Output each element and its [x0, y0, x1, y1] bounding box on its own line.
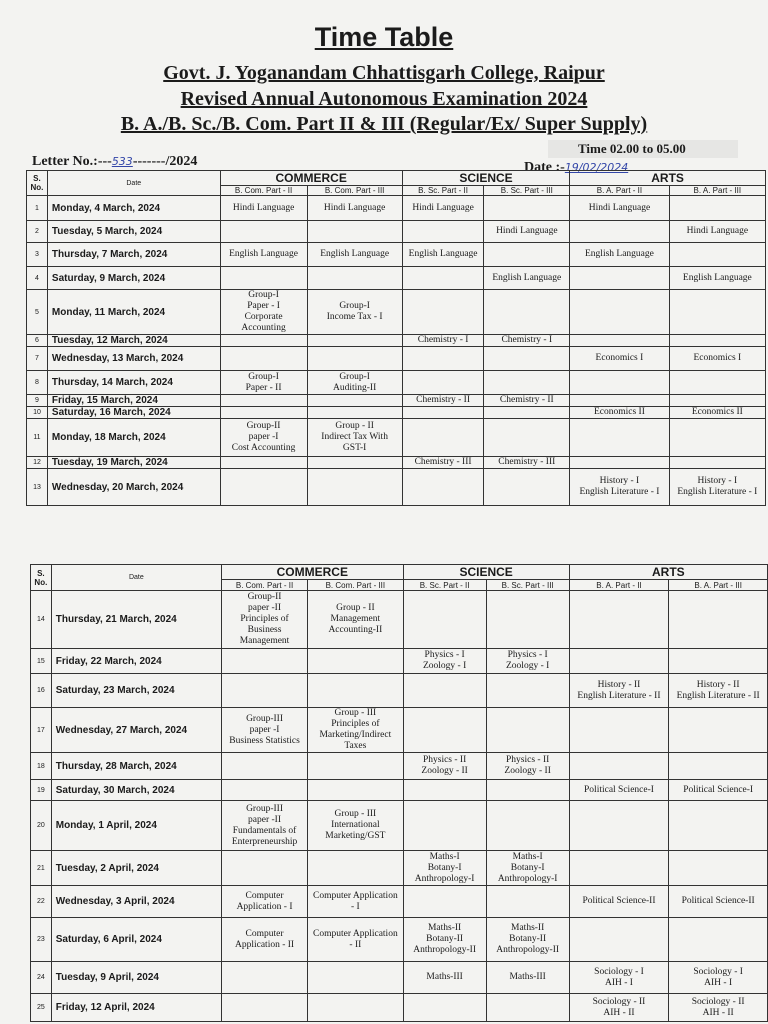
row-cell: Physics - II Zoology - II: [486, 753, 569, 780]
row-cell: Group-III paper -II Fundamentals of Enterpreneurship: [221, 801, 307, 851]
row-cell: Group-I Paper - II: [220, 371, 307, 395]
table-row: [27, 395, 766, 407]
row-cell: Computer Application - I: [308, 886, 403, 918]
row-cell: [569, 708, 669, 753]
timetable-part-2: [30, 564, 768, 1022]
row-cell: [220, 457, 307, 469]
row-cell: Computer Application - II: [308, 918, 403, 962]
row-cell: [221, 994, 307, 1022]
row-cell: Group-I Income Tax - I: [307, 290, 402, 335]
sub-header-0: B. Com. Part - II: [220, 186, 307, 196]
row-cell: [307, 395, 402, 407]
row-cell: [569, 851, 669, 886]
row-cell: [402, 347, 484, 371]
table-row: [27, 371, 766, 395]
table-row: [31, 994, 768, 1022]
row-sno: 15: [31, 649, 52, 674]
row-cell: [669, 649, 768, 674]
row-cell: [486, 780, 569, 801]
row-cell: [308, 962, 403, 994]
row-cell: Group-III paper -I Business Statistics: [221, 708, 307, 753]
row-date: Tuesday, 2 April, 2024: [51, 851, 221, 886]
row-date: Monday, 18 March, 2024: [47, 419, 220, 457]
table-row: [31, 886, 768, 918]
row-sno: 19: [31, 780, 52, 801]
table-row: [27, 267, 766, 290]
row-cell: [307, 347, 402, 371]
letter-number: [32, 154, 197, 170]
row-cell: Political Science-I: [569, 780, 669, 801]
sub-header-4: B. A. Part - II: [570, 186, 669, 196]
row-cell: [221, 851, 307, 886]
group-header-science: SCIENCE: [402, 171, 569, 186]
row-cell: Political Science-II: [569, 886, 669, 918]
row-date: Tuesday, 9 April, 2024: [51, 962, 221, 994]
row-cell: [669, 290, 765, 335]
row-date: Saturday, 6 April, 2024: [51, 918, 221, 962]
row-cell: [402, 419, 484, 457]
table-row: [31, 591, 768, 649]
date-handwritten: 19/02/2024: [564, 161, 629, 174]
row-cell: Chemistry - III: [402, 457, 484, 469]
row-cell: [307, 221, 402, 243]
row-cell: History - II English Literature - II: [669, 674, 768, 708]
row-cell: [308, 753, 403, 780]
row-cell: English Language: [402, 243, 484, 267]
row-cell: [570, 267, 669, 290]
row-cell: Maths-II Botany-II Anthropology-II: [486, 918, 569, 962]
row-cell: Maths-III: [486, 962, 569, 994]
row-cell: [307, 469, 402, 506]
row-cell: [402, 267, 484, 290]
row-cell: Sociology - II AIH - II: [569, 994, 669, 1022]
table-row: [31, 851, 768, 886]
row-date: Friday, 12 April, 2024: [51, 994, 221, 1022]
row-cell: [221, 649, 307, 674]
row-cell: [403, 801, 486, 851]
row-date: Friday, 15 March, 2024: [47, 395, 220, 407]
row-cell: [569, 753, 669, 780]
row-date: Thursday, 21 March, 2024: [51, 591, 221, 649]
date-label: Date :-: [524, 160, 565, 175]
group-header-arts: ARTS: [570, 171, 766, 186]
table-row: [27, 347, 766, 371]
sub-header-1: B. Com. Part - III: [307, 186, 402, 196]
row-date: Monday, 11 March, 2024: [47, 290, 220, 335]
row-sno: 5: [27, 290, 48, 335]
row-sno: 23: [31, 918, 52, 962]
row-cell: English Language: [220, 243, 307, 267]
row-cell: Group-II paper -II Principles of Business Management: [221, 591, 307, 649]
row-cell: Sociology - I AIH - I: [569, 962, 669, 994]
row-cell: [669, 591, 768, 649]
row-cell: History - I English Literature - I: [669, 469, 765, 506]
row-sno: 21: [31, 851, 52, 886]
row-date: Tuesday, 12 March, 2024: [47, 335, 220, 347]
row-cell: [307, 407, 402, 419]
row-sno: 16: [31, 674, 52, 708]
row-cell: [403, 780, 486, 801]
row-cell: [570, 457, 669, 469]
row-date: Thursday, 7 March, 2024: [47, 243, 220, 267]
course-name: B. A./B. Sc./B. Com. Part II & III (Regular/Ex/ Super Supply): [120, 113, 648, 135]
row-cell: Chemistry - III: [484, 457, 570, 469]
sub-header-1: B. Com. Part - III: [308, 580, 403, 591]
row-cell: [669, 395, 765, 407]
row-cell: [403, 708, 486, 753]
row-date: Wednesday, 3 April, 2024: [51, 886, 221, 918]
table-row: [31, 708, 768, 753]
row-cell: [220, 347, 307, 371]
row-cell: [484, 290, 570, 335]
row-date: Monday, 4 March, 2024: [47, 196, 220, 221]
row-cell: Maths-III: [403, 962, 486, 994]
row-cell: Hindi Language: [220, 196, 307, 221]
row-cell: [308, 674, 403, 708]
row-sno: 14: [31, 591, 52, 649]
row-cell: [569, 649, 669, 674]
row-cell: [570, 221, 669, 243]
table-row: [31, 801, 768, 851]
table-row: [27, 243, 766, 267]
letter-number-handwritten: 533: [111, 155, 133, 168]
row-cell: Economics I: [669, 347, 765, 371]
table-row: [31, 780, 768, 801]
table-row: [27, 335, 766, 347]
row-date: Thursday, 14 March, 2024: [47, 371, 220, 395]
row-cell: [308, 851, 403, 886]
table-row: [27, 196, 766, 221]
row-cell: Group - III Principles of Marketing/Indirect Taxes: [308, 708, 403, 753]
table-row: [27, 469, 766, 506]
row-cell: [486, 708, 569, 753]
row-cell: Hindi Language: [484, 221, 570, 243]
row-date: Wednesday, 13 March, 2024: [47, 347, 220, 371]
row-cell: [484, 347, 570, 371]
sub-header-5: B. A. Part - III: [669, 186, 765, 196]
table-row: [27, 419, 766, 457]
row-date: Tuesday, 5 March, 2024: [47, 221, 220, 243]
row-cell: Computer Application - II: [221, 918, 307, 962]
row-cell: [220, 335, 307, 347]
row-cell: English Language: [669, 267, 765, 290]
row-cell: [221, 962, 307, 994]
table-row: [31, 753, 768, 780]
letter-suffix: -------/2024: [132, 154, 198, 169]
exam-time: Time 02.00 to 05.00: [578, 141, 686, 156]
row-cell: [307, 457, 402, 469]
row-cell: Sociology - I AIH - I: [669, 962, 768, 994]
row-cell: [403, 886, 486, 918]
table-row: [27, 407, 766, 419]
row-cell: [484, 243, 570, 267]
row-cell: Hindi Language: [307, 196, 402, 221]
row-cell: [669, 708, 768, 753]
group-header-commerce: COMMERCE: [220, 171, 402, 186]
table-row: [31, 962, 768, 994]
row-cell: [402, 290, 484, 335]
row-sno: 22: [31, 886, 52, 918]
row-date: Tuesday, 19 March, 2024: [47, 457, 220, 469]
row-cell: Physics - II Zoology - II: [403, 753, 486, 780]
row-cell: Sociology - II AIH - II: [669, 994, 768, 1022]
row-sno: 12: [27, 457, 48, 469]
row-cell: Group - II Management Accounting-II: [308, 591, 403, 649]
row-cell: [669, 918, 768, 962]
group-header-science: SCIENCE: [403, 565, 569, 580]
row-cell: Chemistry - II: [402, 395, 484, 407]
row-cell: Chemistry - II: [484, 395, 570, 407]
group-header-arts: ARTS: [569, 565, 767, 580]
row-cell: [402, 221, 484, 243]
sub-header-2: B. Sc. Part - II: [403, 580, 486, 591]
row-cell: [486, 674, 569, 708]
row-cell: History - I English Literature - I: [570, 469, 669, 506]
timetable-part-1: [26, 170, 766, 506]
row-cell: Hindi Language: [570, 196, 669, 221]
group-header-commerce: COMMERCE: [221, 565, 403, 580]
row-cell: Chemistry - I: [402, 335, 484, 347]
table-row: [31, 649, 768, 674]
page-title: Time Table: [314, 22, 454, 52]
row-cell: [570, 395, 669, 407]
row-cell: [570, 419, 669, 457]
row-cell: [669, 196, 765, 221]
row-cell: [220, 469, 307, 506]
row-cell: Computer Application - I: [221, 886, 307, 918]
row-cell: [403, 674, 486, 708]
row-cell: [220, 267, 307, 290]
col-header-sno: S. No.: [31, 565, 52, 591]
row-cell: [402, 469, 484, 506]
row-cell: English Language: [570, 243, 669, 267]
row-cell: [486, 994, 569, 1022]
exam-name: Revised Annual Autonomous Examination 2024: [180, 88, 588, 110]
row-sno: 17: [31, 708, 52, 753]
row-sno: 4: [27, 267, 48, 290]
sub-header-0: B. Com. Part - II: [221, 580, 307, 591]
row-cell: [486, 591, 569, 649]
row-sno: 3: [27, 243, 48, 267]
row-sno: 18: [31, 753, 52, 780]
row-cell: Economics II: [570, 407, 669, 419]
row-date: Saturday, 30 March, 2024: [51, 780, 221, 801]
row-cell: [570, 371, 669, 395]
row-cell: Group-II paper -I Cost Accounting: [220, 419, 307, 457]
table-row: [27, 221, 766, 243]
table-row: [31, 674, 768, 708]
row-cell: [669, 243, 765, 267]
row-cell: [669, 335, 765, 347]
col-header-date: Date: [51, 565, 221, 591]
row-cell: Hindi Language: [402, 196, 484, 221]
row-cell: Political Science-I: [669, 780, 768, 801]
row-sno: 6: [27, 335, 48, 347]
row-cell: History - II English Literature - II: [569, 674, 669, 708]
row-cell: Hindi Language: [669, 221, 765, 243]
sub-header-2: B. Sc. Part - II: [402, 186, 484, 196]
row-sno: 25: [31, 994, 52, 1022]
row-cell: [569, 801, 669, 851]
row-cell: [486, 886, 569, 918]
college-name: Govt. J. Yoganandam Chhattisgarh College, Raipur: [163, 62, 605, 84]
row-cell: [308, 649, 403, 674]
table-row: [27, 457, 766, 469]
row-cell: [569, 591, 669, 649]
row-sno: 9: [27, 395, 48, 407]
row-cell: Economics II: [669, 407, 765, 419]
sub-header-4: B. A. Part - II: [569, 580, 669, 591]
row-cell: [221, 753, 307, 780]
row-cell: [308, 780, 403, 801]
row-cell: [669, 419, 765, 457]
sub-header-3: B. Sc. Part - III: [484, 186, 570, 196]
row-cell: [221, 674, 307, 708]
col-header-sno: S. No.: [27, 171, 48, 196]
row-cell: [402, 371, 484, 395]
sub-header-3: B. Sc. Part - III: [486, 580, 569, 591]
row-cell: [403, 591, 486, 649]
row-cell: [220, 407, 307, 419]
row-cell: [221, 780, 307, 801]
row-sno: 10: [27, 407, 48, 419]
row-cell: Physics - I Zoology - I: [486, 649, 569, 674]
row-cell: [570, 290, 669, 335]
row-cell: English Language: [484, 267, 570, 290]
row-cell: Maths-I Botany-I Anthropology-I: [486, 851, 569, 886]
row-cell: [669, 851, 768, 886]
row-sno: 13: [27, 469, 48, 506]
row-sno: 1: [27, 196, 48, 221]
row-sno: 24: [31, 962, 52, 994]
row-cell: [669, 457, 765, 469]
row-sno: 7: [27, 347, 48, 371]
row-cell: [669, 753, 768, 780]
row-date: Saturday, 23 March, 2024: [51, 674, 221, 708]
row-cell: [484, 469, 570, 506]
col-header-date: Date: [47, 171, 220, 196]
row-cell: [484, 371, 570, 395]
row-cell: [402, 407, 484, 419]
row-date: Saturday, 16 March, 2024: [47, 407, 220, 419]
row-cell: [484, 196, 570, 221]
row-cell: [669, 801, 768, 851]
row-cell: Political Science-II: [669, 886, 768, 918]
row-cell: [403, 994, 486, 1022]
row-date: Friday, 22 March, 2024: [51, 649, 221, 674]
table-row: [27, 290, 766, 335]
sub-header-5: B. A. Part - III: [669, 580, 768, 591]
row-cell: Group - II Indirect Tax With GST-I: [307, 419, 402, 457]
row-date: Wednesday, 20 March, 2024: [47, 469, 220, 506]
row-cell: English Language: [307, 243, 402, 267]
row-cell: Maths-II Botany-II Anthropology-II: [403, 918, 486, 962]
row-sno: 11: [27, 419, 48, 457]
row-cell: Maths-I Botany-I Anthropology-I: [403, 851, 486, 886]
row-date: Wednesday, 27 March, 2024: [51, 708, 221, 753]
row-sno: 20: [31, 801, 52, 851]
row-date: Saturday, 9 March, 2024: [47, 267, 220, 290]
row-cell: [220, 221, 307, 243]
table-row: [31, 918, 768, 962]
row-cell: [220, 395, 307, 407]
row-cell: [569, 918, 669, 962]
letter-prefix: Letter No.:---: [32, 154, 112, 169]
row-cell: [484, 419, 570, 457]
row-cell: Physics - I Zoology - I: [403, 649, 486, 674]
row-cell: [484, 407, 570, 419]
row-date: Thursday, 28 March, 2024: [51, 753, 221, 780]
row-cell: Group-I Auditing-II: [307, 371, 402, 395]
row-cell: Group-I Paper - I Corporate Accounting: [220, 290, 307, 335]
row-cell: [570, 335, 669, 347]
row-cell: Economics I: [570, 347, 669, 371]
row-cell: [669, 371, 765, 395]
row-cell: [486, 801, 569, 851]
row-cell: [307, 267, 402, 290]
row-cell: Chemistry - I: [484, 335, 570, 347]
row-cell: [308, 994, 403, 1022]
row-cell: Group - III International Marketing/GST: [308, 801, 403, 851]
row-date: Monday, 1 April, 2024: [51, 801, 221, 851]
row-sno: 8: [27, 371, 48, 395]
row-cell: [307, 335, 402, 347]
row-sno: 2: [27, 221, 48, 243]
